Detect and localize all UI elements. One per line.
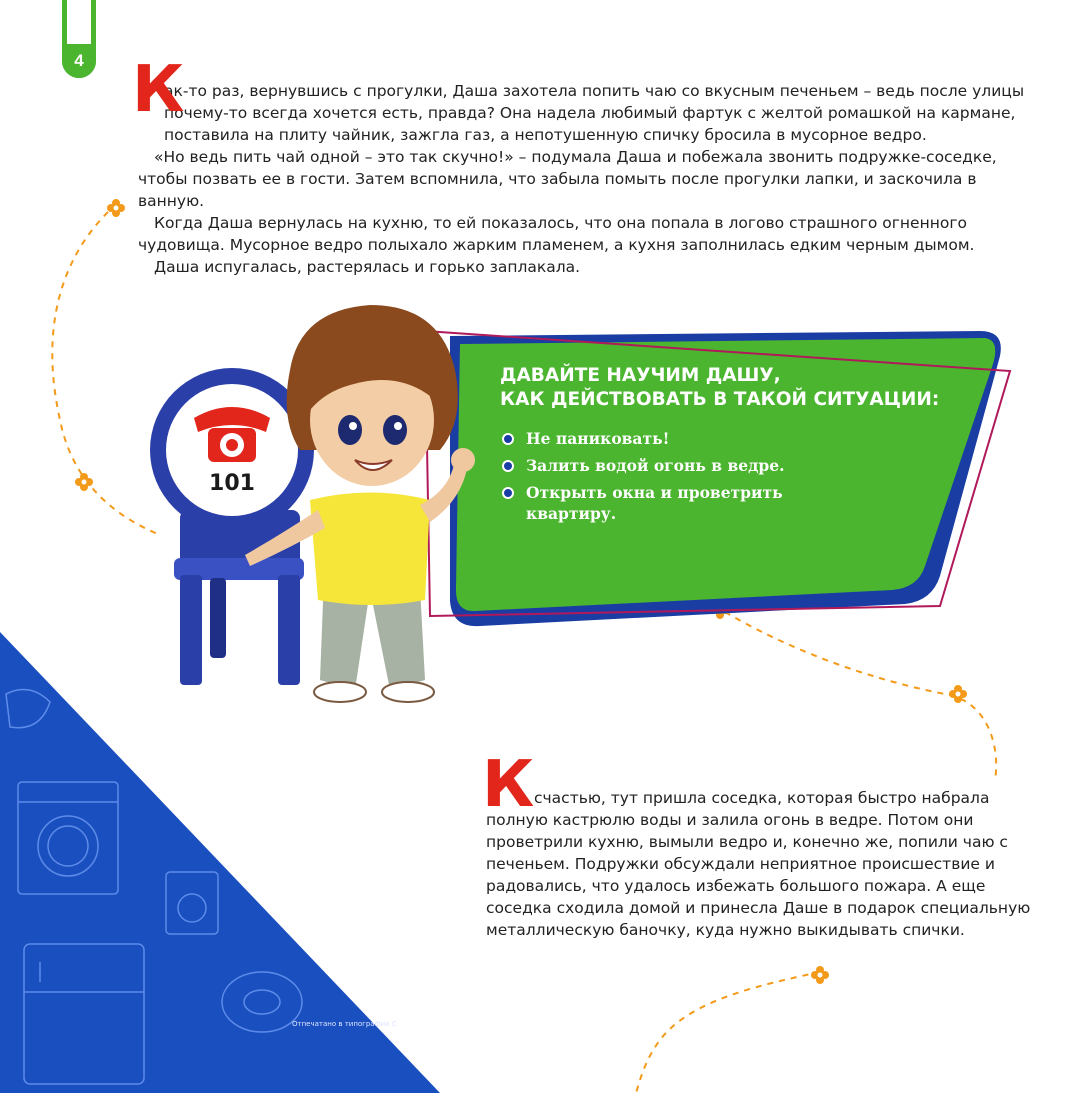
advice-banner-content [500,364,1000,530]
story-top [132,53,1038,278]
page-number-tab [62,0,96,78]
phone-number: 101 [209,471,255,496]
print-note: Отпечатано в типографии С [292,1020,397,1028]
story-paragraph: ак-то раз, вернувшись с прогулки, Даша захотела попить чаю со вкусным печеньем – ведь после улицы почему-то всегда хочется есть, правда? Она надела любимый фартук с желтой ромашкой на кармане, поставила на плиту чайник, зажгла газ, а непотушенную спичку бросила в мусорное ведро. [164,82,1025,144]
story-paragraph: счастью, тут пришла соседка, которая быстро набрала полную кастрюлю воды и залила огонь в ведре. Потом они проветрили кухню, вымыли ведро и, конечно же, попили чаю с печеньем. Подружки обсуждали неприятное происшествие и радовались, что удалось избежать большого пожара. А еще соседка сходила домой и принесла Даше в подарок специальную металлическую баночку, куда нужно выкидывать спички. [486,789,1031,939]
story-paragraph: Когда Даша вернулась на кухню, то ей показалось, что она попала в логово страшного огненного чудовища. Мусорное ведро полыхало жарким пламенем, а кухня заполнилась едким черным дымом. [138,214,975,254]
advice-item: Открыть окна и проветрить квартиру. [500,482,796,524]
page-number: 4 [62,44,96,78]
story-paragraph: «Но ведь пить чай одной – это так скучно!» – подумала Даша и побежала звонить подружке-соседке, чтобы позвать ее в гости. Затем вспомнила, что забыла помыть после прогулки лапки, и заскочила в ванную. [138,148,997,210]
advice-list [500,428,1000,524]
drop-cap: К [482,748,535,822]
story-bottom [482,748,1046,941]
banner-title: ДАВАЙТЕ НАУЧИМ ДАШУ, КАК ДЕЙСТВОВАТЬ В ТАКОЙ СИТУАЦИИ: [500,365,940,410]
advice-item: Залить водой огонь в ведре. [500,455,1000,476]
story-paragraph: Даша испугалась, растерялась и горько заплакала. [154,258,581,276]
advice-item: Не паниковать! [500,428,1000,449]
drop-cap: К [132,53,185,127]
